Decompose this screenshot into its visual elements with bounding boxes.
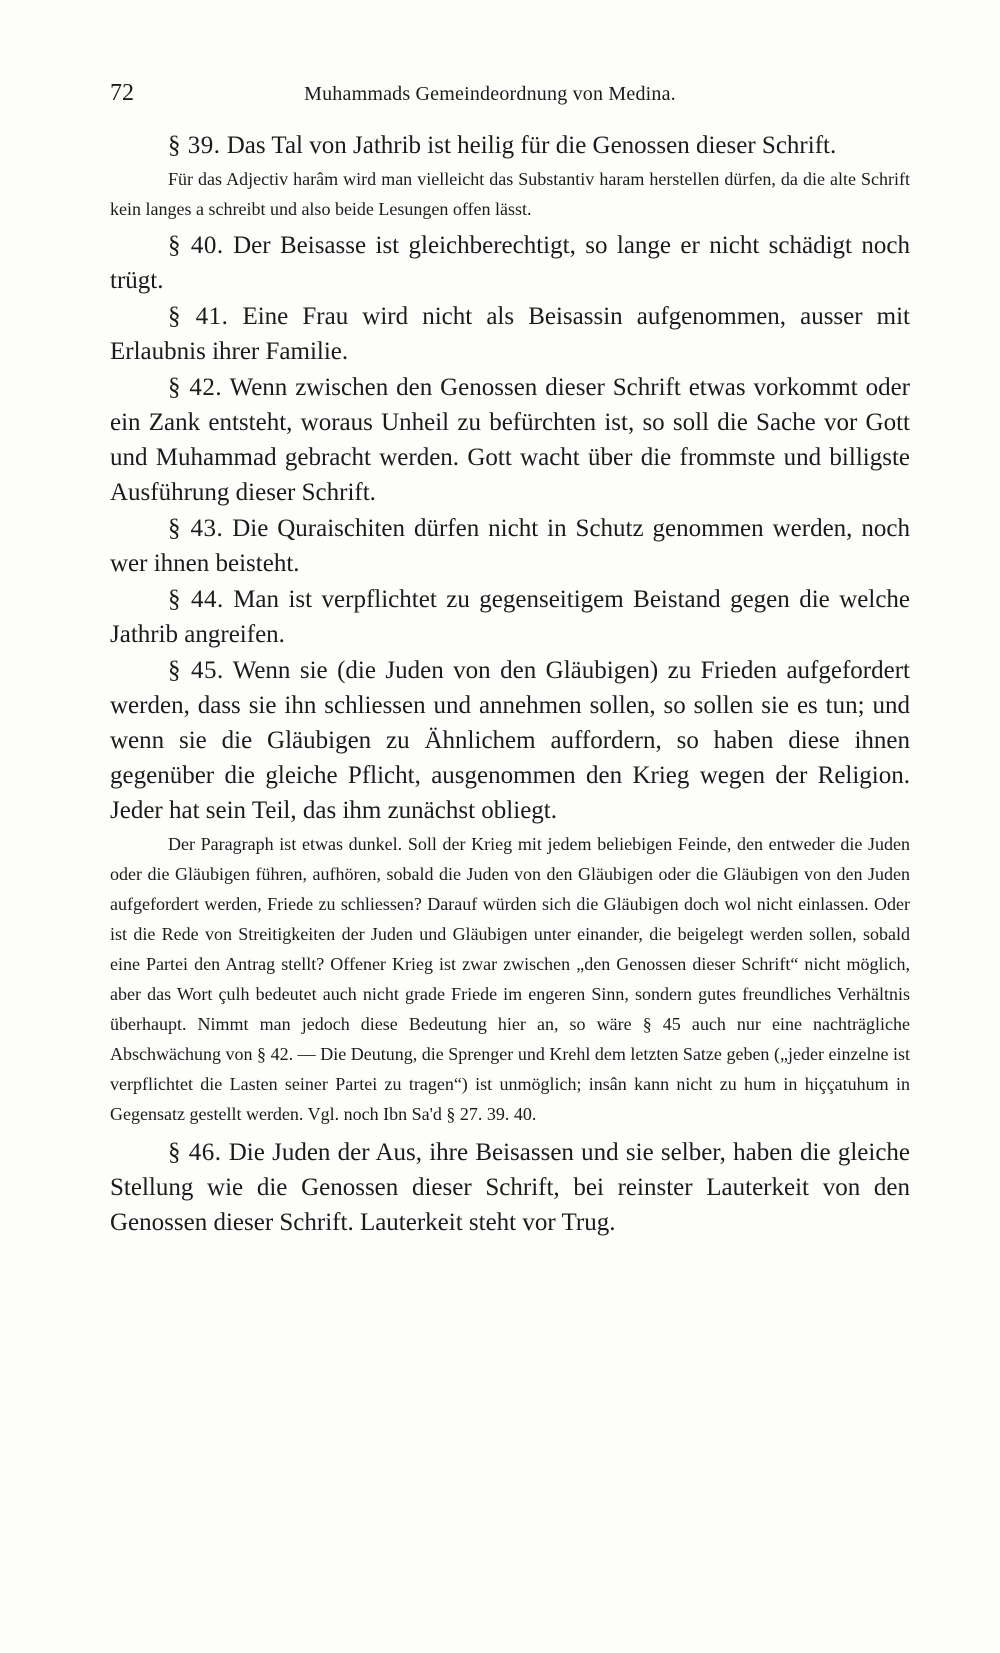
paragraph-42	[110, 370, 910, 510]
paragraph-44	[110, 582, 910, 652]
section-number: § 45.	[168, 657, 224, 684]
paragraph-text: Die Quraischiten dürfen nicht in Schutz genommen werden, noch wer ihnen beisteht.	[110, 515, 910, 577]
book-page	[110, 80, 910, 1241]
paragraph-text: Wenn zwischen den Genossen dieser Schrift etwas vorkommt oder ein Zank entsteht, woraus Unheil zu befürchten ist, so soll die Sache vor Gott und Muhammad gebracht werden. Gott wacht über die frommste und billigste Ausführung dieser Schrift.	[110, 374, 911, 506]
section-number: § 39.	[168, 132, 221, 159]
section-number: § 43.	[168, 515, 224, 542]
paragraph-text: Wenn sie (die Juden von den Gläubigen) zu Frieden aufgefordert werden, dass sie ihn schliessen und annehmen sollen, so sollen sie es tun; und wenn sie die Gläubigen zu Ähnlichem auffordern, so haben diese ihnen gegenüber die gleiche Pflicht, ausgenommen den Krieg wegen der Religion. Jeder hat sein Teil, das ihm zunächst obliegt.	[110, 657, 910, 824]
paragraph-text: Die Juden der Aus, ihre Beisassen und sie selber, haben die gleiche Stellung wie die Genossen dieser Schrift, bei reinster Lauterkeit von den Genossen dieser Schrift. Lauterkeit steht vor Trug.	[110, 1139, 911, 1236]
paragraph-text: Das Tal von Jathrib ist heilig für die Genossen dieser Schrift.	[226, 132, 837, 159]
section-number: § 41.	[168, 303, 229, 330]
footnote-45: Der Paragraph ist etwas dunkel. Soll der Krieg mit jedem beliebigen Feinde, den entweder die Juden oder die Gläubigen führen, aufhören, sobald die Juden von den Gläubigen oder die Gläubigen von den Juden aufgefordert werden, Friede zu schliessen? Darauf würden sich die Gläubigen doch wol nicht einlassen. Oder ist die Rede von Streitigkeiten der Juden und Gläubigen unter einander, die beigelegt werden sollen, sobald eine Partei den Antrag stellt? Offener Krieg ist zwar zwischen „den Genossen dieser Schrift“ nicht möglich, aber das Wort çulh bedeutet auch nicht grade Friede im engeren Sinn, sondern gutes freundliches Verhältnis überhaupt. Nimmt man jedoch diese Bedeutung hier an, so wäre § 45 auch nur eine nachträgliche Abschwächung von § 42. — Die Deutung, die Sprenger und Krehl dem letzten Satze geben („jeder einzelne ist verpflichtet die Lasten seiner Partei zu tragen“) ist unmöglich; insân kann nicht zu hum in hiççatuhum in Gegensatz gestellt werden. Vgl. noch Ibn Sa'd § 27. 39. 40.	[110, 834, 910, 1124]
page-number: 72	[110, 80, 134, 106]
section-number: § 46.	[168, 1139, 222, 1166]
section-number: § 42.	[168, 374, 223, 401]
page-header	[110, 80, 910, 120]
paragraph-45	[110, 653, 910, 828]
paragraph-text: Der Beisasse ist gleichberechtigt, so lange er nicht schädigt noch trügt.	[110, 232, 911, 294]
paragraph-39	[110, 128, 910, 163]
paragraph-46	[110, 1135, 910, 1240]
section-number: § 44.	[168, 586, 224, 613]
paragraph-40	[110, 228, 910, 298]
paragraph-43	[110, 511, 910, 581]
paragraph-text: Eine Frau wird nicht als Beisassin aufgenommen, ausser mit Erlaubnis ihrer Familie.	[110, 303, 911, 365]
footnote-39: Für das Adjectiv harâm wird man vielleicht das Substantiv haram herstellen dürfen, da die alte Schrift kein langes a schreibt und also beide Lesungen offen lässt.	[110, 169, 910, 219]
paragraph-41	[110, 299, 910, 369]
paragraph-text: Man ist verpflichtet zu gegenseitigem Beistand gegen die welche Jathrib angreifen.	[110, 586, 911, 648]
section-number: § 40.	[168, 232, 224, 259]
body-text	[110, 128, 910, 1240]
running-title: Muhammads Gemeindeordnung von Medina.	[304, 83, 676, 105]
